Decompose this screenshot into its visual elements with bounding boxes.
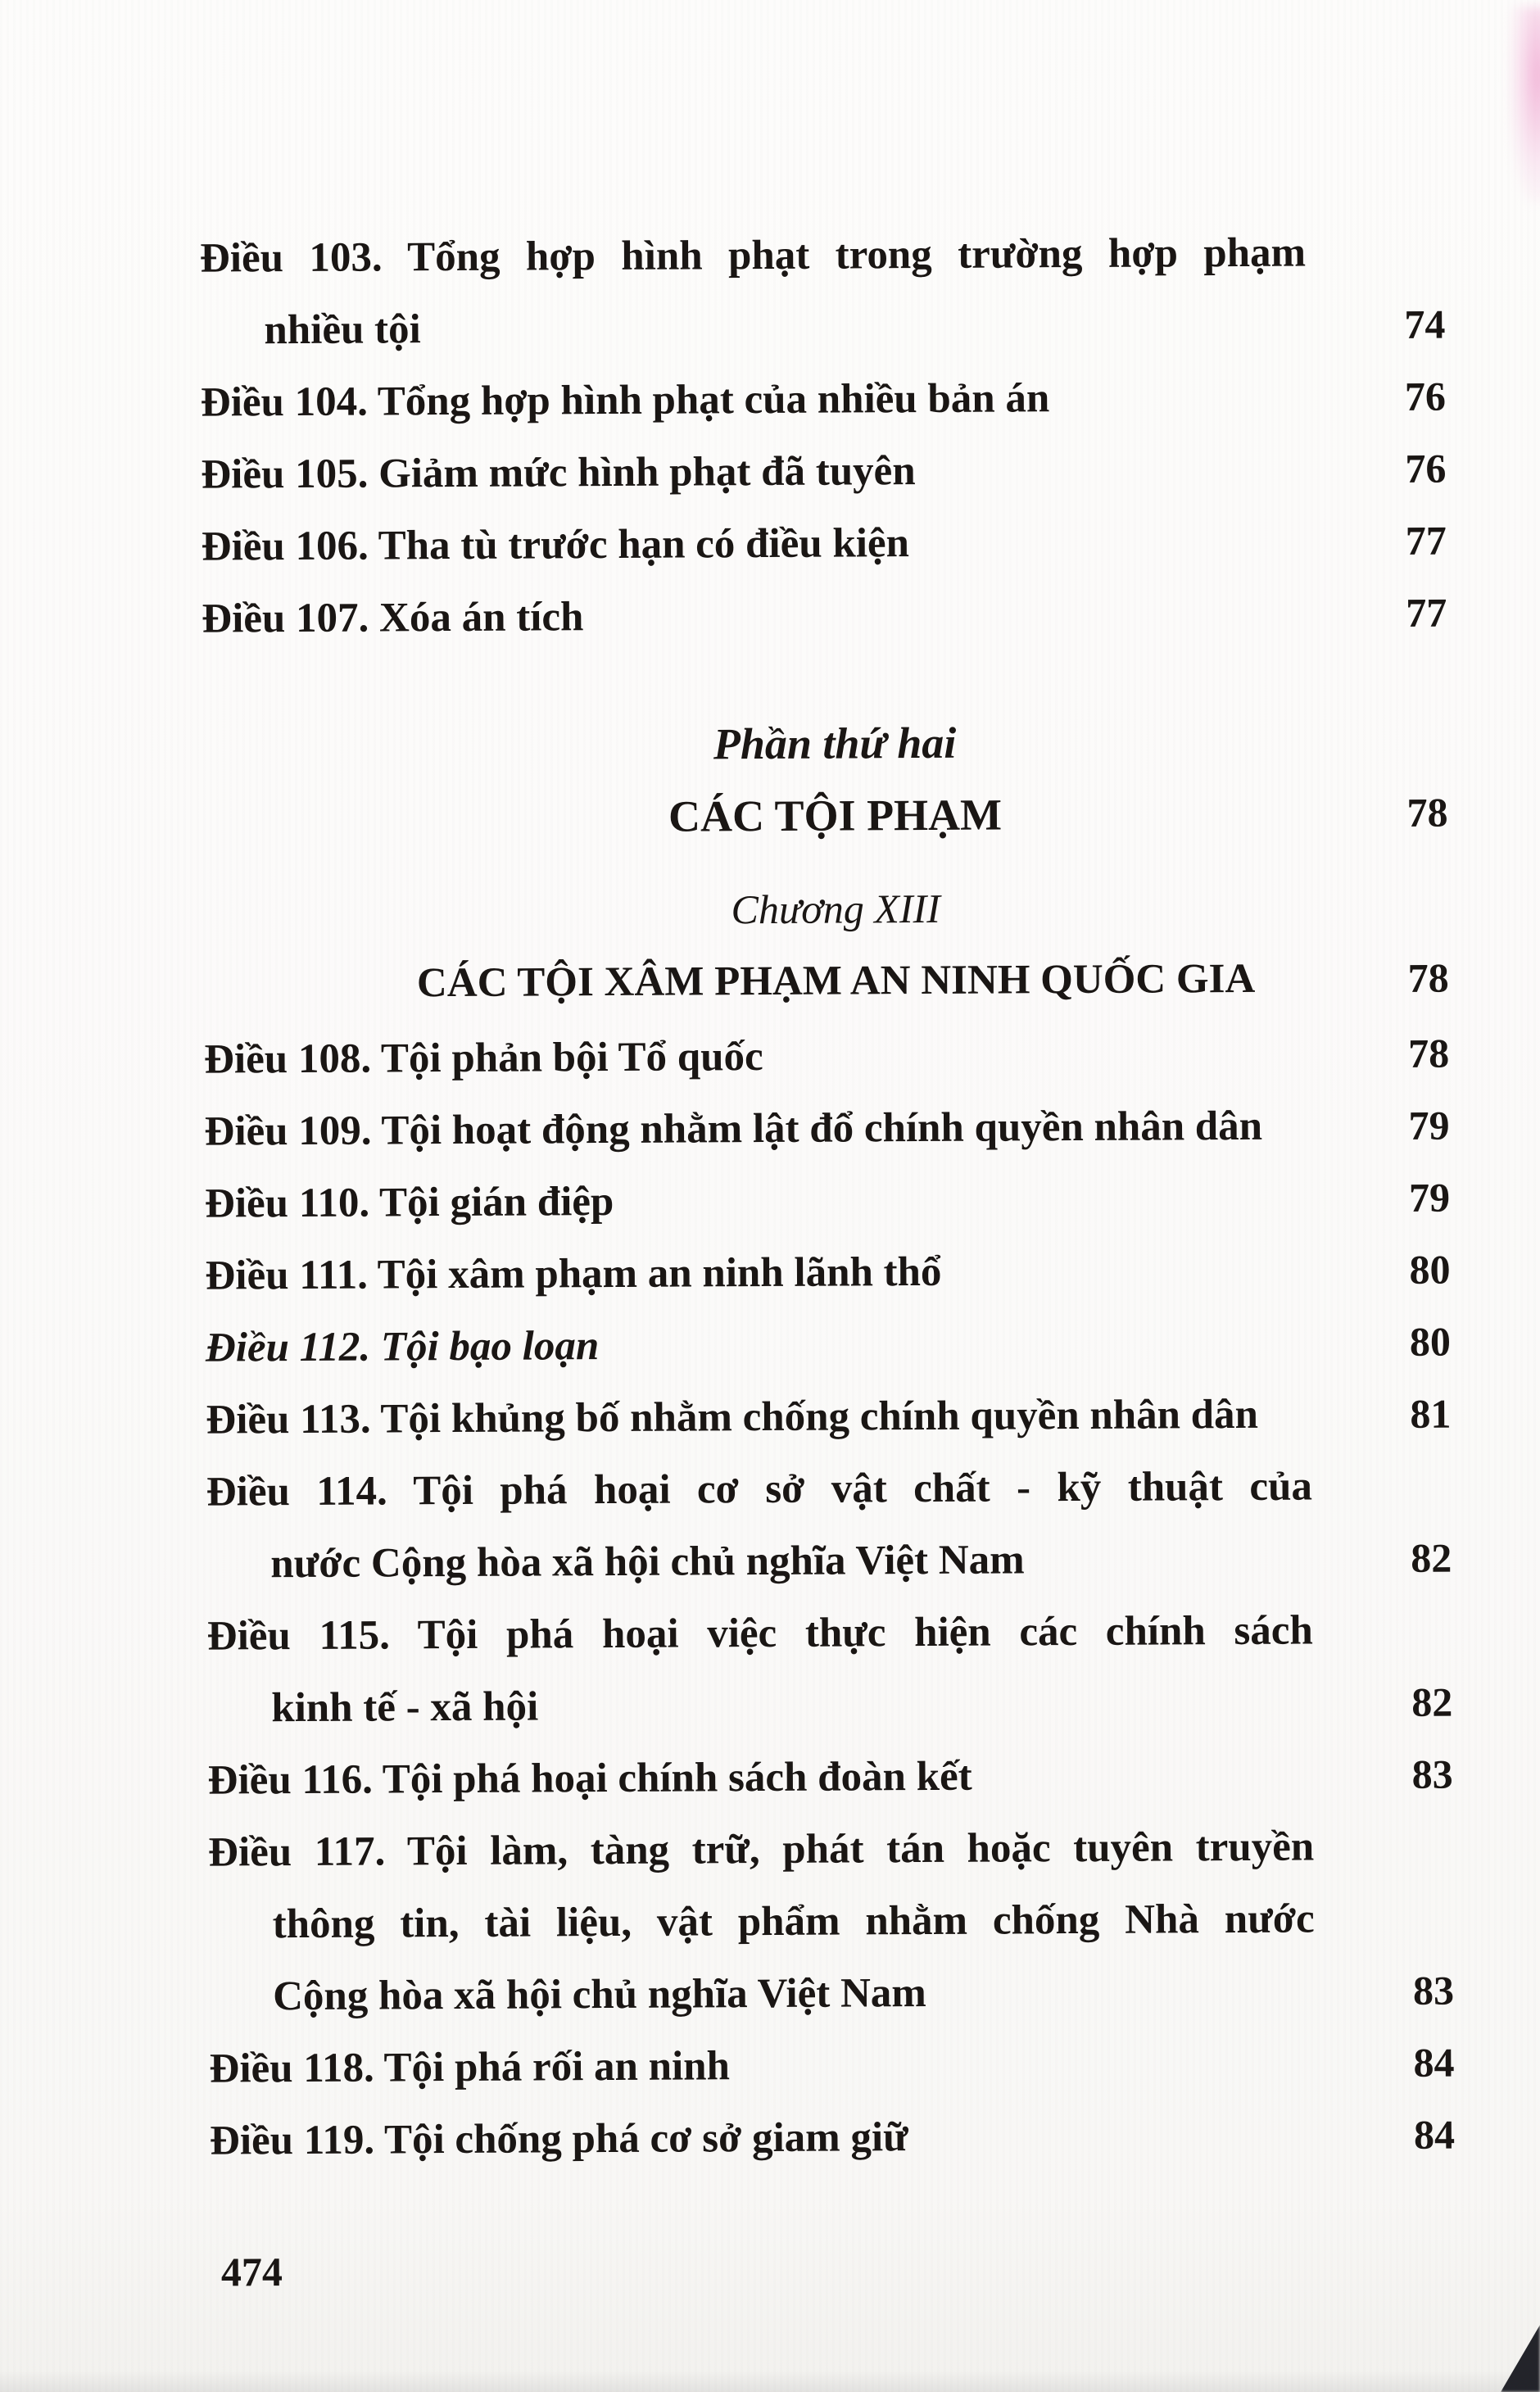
toc-list-chapter-13 <box>0 1017 1540 2178</box>
part-kicker-row <box>0 704 1538 784</box>
toc-entry-line: Điều 106. Tha tù trước hạn có điều kiện <box>201 520 910 570</box>
toc-entry <box>0 1017 1539 1097</box>
toc-entry-line: nước Cộng hòa xã hội chủ nghĩa Việt Nam <box>270 1537 1025 1588</box>
toc-entry-text <box>205 1235 1311 1312</box>
toc-entry <box>0 360 1536 440</box>
toc-entry-text <box>202 578 1307 655</box>
toc-entry-line: Điều 119. Tội chống phá cơ sở giam giữ <box>209 2114 908 2164</box>
toc-entry-text <box>201 361 1307 439</box>
toc-entry-text <box>205 1162 1311 1240</box>
toc-entry <box>3 1737 1540 1818</box>
toc-entry-page-number: 74 <box>1404 301 1446 347</box>
toc-entry-line: Điều 115. Tội phá hoại việc thực hiện các chính sách <box>206 1607 1313 1660</box>
toc-entry-line: Điều 116. Tội phá hoại chính sách đoàn kết <box>207 1753 972 1804</box>
toc-entry-page-number: 79 <box>1408 1174 1451 1221</box>
toc-entry <box>4 2026 1540 2106</box>
toc-entry-page-number: 80 <box>1409 1246 1451 1293</box>
toc-entry <box>0 1161 1540 1241</box>
toc-entry <box>0 1233 1540 1313</box>
book-page-number: 474 <box>220 2249 283 2295</box>
toc-entry <box>0 1089 1540 1169</box>
toc-entry-line: Điều 113. Tội khủng bố nhằm chống chính quyền nhân dân <box>206 1391 1259 1443</box>
part-heading-kicker: Phần thứ hai <box>713 718 957 769</box>
toc-entry-text <box>207 1595 1314 1745</box>
toc-entry-line: Điều 112. Tội bạo loạn <box>205 1323 600 1371</box>
toc-entry-line: nhiều tội <box>264 306 421 354</box>
toc-entry-page-number: 76 <box>1404 373 1447 419</box>
toc-entry-page-number: 84 <box>1413 2111 1456 2158</box>
toc-entry-page-number: 77 <box>1406 589 1447 636</box>
toc-entry-line: Điều 104. Tổng hợp hình phạt của nhiều bản án <box>200 375 1050 426</box>
toc-entry <box>0 215 1536 368</box>
toc-entry-line: Điều 108. Tội phản bội Tổ quốc <box>203 1034 763 1083</box>
toc-entry-text <box>210 2100 1316 2177</box>
toc-entry-page-number: 78 <box>1407 1030 1450 1076</box>
toc-entry-text <box>202 505 1307 583</box>
toc-entry <box>0 504 1537 584</box>
toc-entry-page-number: 83 <box>1412 1967 1455 2014</box>
chapter-kicker-row <box>0 869 1538 949</box>
chapter-heading-page-number: 78 <box>1407 954 1449 1001</box>
part-heading-title: CÁC TỘI PHẠM <box>668 790 1003 841</box>
toc-entry-text <box>206 1307 1311 1384</box>
toc-entry <box>3 1810 1540 2034</box>
toc-entry-line: thông tin, tài liệu, vật phẩm nhằm chống Nhà nước <box>272 1896 1315 1948</box>
chapter-title-row <box>0 941 1539 1022</box>
toc-entry-line: Điều 114. Tội phá hoại cơ sở vật chất - kỹ thuật của <box>206 1463 1313 1515</box>
toc-entry-text <box>208 1811 1315 2033</box>
toc-entry-line: kinh tế - xã hội <box>271 1683 539 1732</box>
toc-entry-line: Điều 110. Tội gián điệp <box>204 1178 614 1227</box>
toc-entry-page-number: 83 <box>1411 1751 1453 1797</box>
toc-entry <box>1 1305 1540 1385</box>
toc-entry <box>2 1449 1540 1601</box>
toc-entry-page-number: 82 <box>1411 1678 1453 1725</box>
toc-entry-page-number: 77 <box>1405 517 1447 564</box>
toc-entry-text <box>204 1018 1310 1096</box>
toc-entry-line: Điều 109. Tội hoạt động nhằm lật đổ chính quyền nhân dân <box>204 1103 1263 1155</box>
part-title-row <box>0 776 1538 856</box>
toc-entry-text <box>206 1379 1311 1456</box>
toc-entry <box>0 576 1538 656</box>
chapter-heading-title: CÁC TỘI XÂM PHẠM AN NINH QUỐC GIA <box>416 955 1256 1007</box>
toc-entry-line: Điều 111. Tội xâm phạm an ninh lãnh thổ <box>205 1248 942 1299</box>
toc-entry-line: Điều 107. Xóa án tích <box>202 594 584 642</box>
toc-entry-line: Điều 118. Tội phá rối an ninh <box>209 2043 731 2092</box>
toc-entry-page-number: 79 <box>1408 1102 1450 1148</box>
toc-entry-page-number: 84 <box>1413 2039 1455 2086</box>
part-heading-block <box>0 704 1539 1022</box>
toc-entry-text <box>204 1090 1310 1168</box>
toc-entry <box>1 1377 1540 1457</box>
toc-entry-text <box>206 1451 1313 1601</box>
toc-list-general-part <box>0 215 1538 656</box>
chapter-heading-kicker: Chương XIII <box>731 885 940 933</box>
toc-entry-text <box>209 2027 1315 2105</box>
toc-entry-page-number: 80 <box>1409 1318 1452 1365</box>
toc-entry-text <box>200 217 1307 367</box>
toc-entry-page-number: 81 <box>1410 1390 1452 1437</box>
toc-entry-line: Điều 103. Tổng hợp hình phạt trong trường hợp phạm <box>199 229 1307 282</box>
toc-entry <box>5 2098 1540 2178</box>
toc-entry-line: Cộng hòa xã hội chủ nghĩa Việt Nam <box>272 1970 926 2020</box>
toc-entry <box>2 1593 1540 1746</box>
toc-entry-text <box>207 1739 1313 1817</box>
toc-entry-line: Điều 117. Tội làm, tàng trữ, phát tán hoặc tuyên truyền <box>208 1823 1315 1876</box>
part-heading-page-number: 78 <box>1406 789 1448 836</box>
toc-entry <box>0 432 1537 512</box>
toc-entry-page-number: 76 <box>1405 445 1447 492</box>
toc-entry-page-number: 82 <box>1411 1534 1452 1581</box>
toc-entry-line: Điều 105. Giảm mức hình phạt đã tuyên <box>201 448 916 498</box>
toc-entry-text <box>201 433 1307 511</box>
